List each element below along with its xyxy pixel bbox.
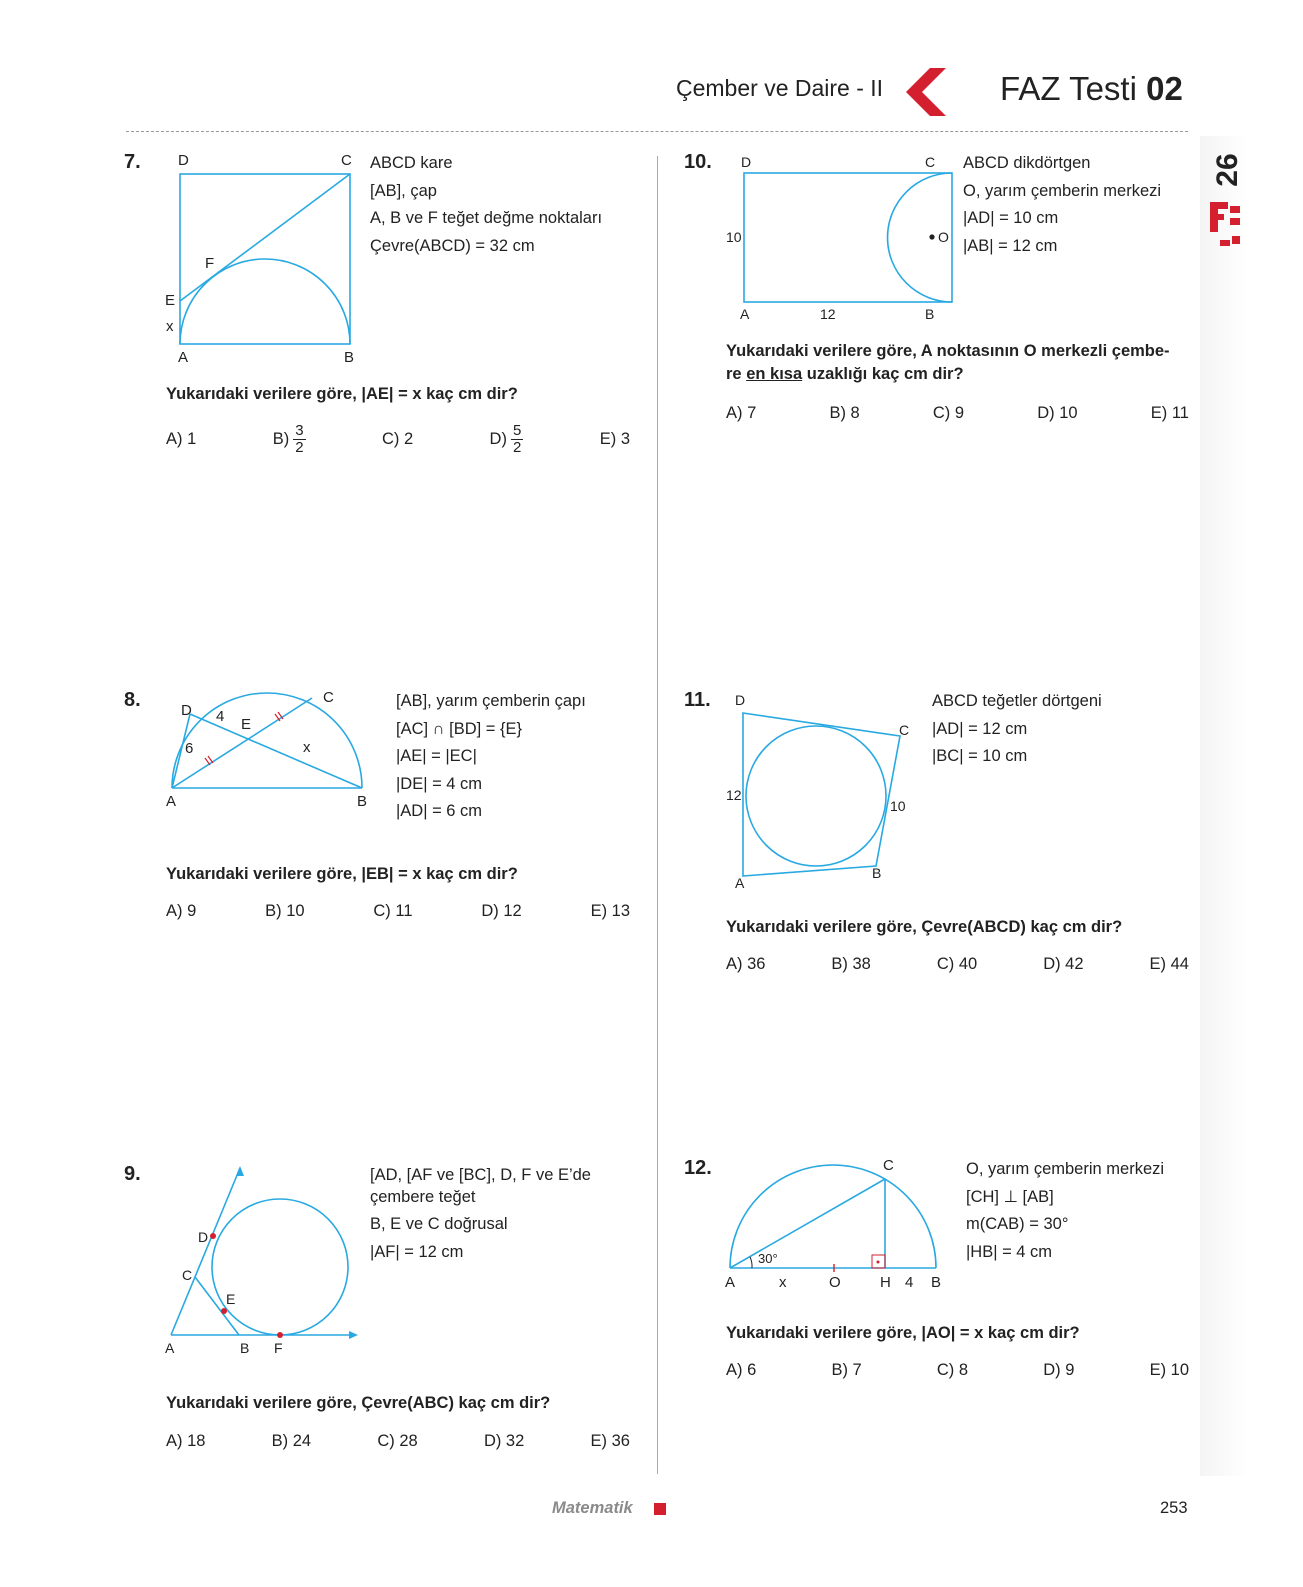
q10-label-twelve: 12 <box>820 306 836 322</box>
q10-figure <box>720 150 960 325</box>
q7-info <box>370 150 602 260</box>
chapter-title: Çember ve Daire - II <box>676 75 884 101</box>
q10-label-ten: 10 <box>726 229 742 245</box>
q12-info <box>966 1156 1164 1266</box>
q7-option-b-numerator: 3 <box>295 422 304 439</box>
q8-label-d: D <box>181 702 192 719</box>
q8-info-2: [AC] ∩ [BD] = {E} <box>396 719 523 738</box>
q7-label-a: A <box>178 349 189 366</box>
test-number: 02 <box>1146 70 1183 107</box>
q12-option-a[interactable]: A) 6 <box>726 1361 757 1379</box>
q9-number: 9. <box>124 1163 141 1185</box>
q9-option-e[interactable]: E) 36 <box>590 1432 630 1450</box>
q7-option-b-denominator: 2 <box>295 439 304 456</box>
q11-info <box>932 688 1102 771</box>
q8-option-d[interactable]: D) 12 <box>481 902 522 920</box>
q8-options <box>166 902 630 921</box>
q12-label-b: B <box>931 1274 942 1290</box>
side-page-number: 26 <box>1211 153 1244 187</box>
footer-subject: Matematik <box>552 1499 633 1517</box>
q7-label-c: C <box>341 152 352 169</box>
q9-info-4: |AF| = 12 cm <box>370 1242 464 1261</box>
q11-option-b[interactable]: B) 38 <box>831 955 871 973</box>
test-label: FAZ Testi <box>1000 70 1137 107</box>
header-divider <box>126 131 1188 132</box>
q8-label-a: A <box>166 793 177 810</box>
q12-label-angle: 30° <box>758 1251 778 1266</box>
q8-info-1: [AB], yarım çemberin çapı <box>396 692 586 710</box>
side-strip <box>1200 136 1248 1476</box>
q8-option-a[interactable]: A) 9 <box>166 902 197 920</box>
q10-option-d[interactable]: D) 10 <box>1037 404 1078 422</box>
q8-label-c: C <box>323 689 334 706</box>
q7-info-4: Çevre(ABCD) = 32 cm <box>370 236 535 255</box>
q11-figure <box>720 688 920 893</box>
q9-label-a: A <box>165 1340 175 1356</box>
q12-label-four: 4 <box>905 1274 914 1290</box>
q10-label-o: O <box>938 229 949 245</box>
q10-label-b: B <box>925 306 935 322</box>
q7-label-f: F <box>205 255 215 272</box>
q12-question: Yukarıdaki verilere göre, |AO| = x kaç cm dir? <box>726 1324 1080 1342</box>
q7-option-e[interactable]: E) 3 <box>599 430 630 448</box>
q8-number: 8. <box>124 689 141 711</box>
q10-question-line1: Yukarıdaki verilere göre, A noktasının O merkezli çembe- <box>726 342 1170 360</box>
q8-label-x: x <box>303 739 311 756</box>
q8-info-3: |AE| = |EC| <box>396 747 477 765</box>
q10-question-line2 <box>726 363 1170 386</box>
q10-info-4: |AB| = 12 cm <box>963 236 1058 255</box>
q9-label-b: B <box>240 1340 250 1356</box>
q11-number: 11. <box>684 689 711 711</box>
q12-label-c: C <box>883 1157 894 1174</box>
test-title <box>1000 70 1183 108</box>
q12-info-3: m(CAB) = 30° <box>966 1215 1069 1233</box>
q10-option-c[interactable]: C) 9 <box>932 404 965 422</box>
q10-question-underline: en kısa <box>746 365 803 383</box>
q8-label-four: 4 <box>216 708 225 725</box>
q9-label-e: E <box>226 1291 236 1307</box>
q10-options <box>726 404 1189 423</box>
q12-label-x: x <box>779 1274 787 1290</box>
q7-label-d: D <box>178 152 189 169</box>
q8-info-4: |DE| = 4 cm <box>396 774 483 793</box>
q8-label-e: E <box>241 716 252 733</box>
q10-info <box>963 150 1161 260</box>
q12-options <box>726 1361 1189 1380</box>
q11-option-d[interactable]: D) 42 <box>1043 955 1084 973</box>
q9-info-1: [AD, [AF ve [BC], D, F ve E’de <box>370 1166 591 1184</box>
q9-option-c[interactable]: C) 28 <box>377 1432 418 1450</box>
q8-label-b: B <box>357 793 368 810</box>
faz-logo-icon <box>1210 202 1242 250</box>
q10-option-b[interactable]: B) 8 <box>829 404 860 422</box>
q12-option-c[interactable]: C) 8 <box>936 1361 969 1379</box>
q11-label-twelve: 12 <box>726 787 742 803</box>
q8-option-b[interactable]: B) 10 <box>265 902 305 920</box>
q9-label-f: F <box>274 1340 283 1356</box>
q9-info-3: B, E ve C doğrusal <box>370 1215 508 1233</box>
q10-label-a: A <box>740 306 750 322</box>
chevron-left-icon <box>906 68 952 116</box>
q9-option-a[interactable]: A) 18 <box>166 1432 206 1450</box>
column-divider <box>657 156 658 1474</box>
q12-label-a: A <box>725 1274 736 1290</box>
q10-question-line2-pre: re <box>726 365 747 383</box>
q7-option-b-fraction <box>293 423 305 456</box>
q7-figure <box>160 148 360 368</box>
footer-square-icon <box>654 1503 666 1515</box>
q10-info-3: |AD| = 10 cm <box>963 209 1059 227</box>
q9-label-c: C <box>182 1267 193 1283</box>
q12-info-4: |HB| = 4 cm <box>966 1242 1053 1261</box>
q8-info <box>396 688 586 826</box>
q11-label-c: C <box>899 722 910 738</box>
q11-info-2: |AD| = 12 cm <box>932 719 1028 738</box>
q7-info-1: ABCD kare <box>370 154 453 172</box>
q8-figure <box>160 685 380 810</box>
q12-option-d[interactable]: D) 9 <box>1043 1361 1075 1379</box>
q9-label-d: D <box>198 1229 209 1245</box>
q9-option-d[interactable]: D) 32 <box>483 1432 525 1450</box>
q9-info <box>370 1162 630 1266</box>
q12-figure <box>720 1155 960 1290</box>
q7-options <box>166 423 630 456</box>
q7-option-d-fraction <box>511 423 523 456</box>
q12-option-b[interactable]: B) 7 <box>831 1361 862 1379</box>
q7-info-3: A, B ve F teğet değme noktaları <box>370 209 603 227</box>
q11-options <box>726 955 1189 974</box>
q11-label-ten: 10 <box>890 798 906 814</box>
q7-option-b-prefix: B) <box>272 430 290 448</box>
q9-question: Yukarıdaki verilere göre, Çevre(ABC) kaç cm dir? <box>166 1394 551 1412</box>
q9-figure <box>160 1162 370 1362</box>
q9-info-2: çembere teğet <box>370 1187 476 1206</box>
q7-option-d-denominator: 2 <box>512 439 522 456</box>
q12-info-2: [CH] ⊥ [AB] <box>966 1187 1054 1206</box>
q11-label-a: A <box>735 875 745 891</box>
q7-option-d-prefix: D) <box>489 430 507 448</box>
q7-option-d-numerator: 5 <box>512 422 522 439</box>
q12-number: 12. <box>684 1157 712 1179</box>
q8-label-six: 6 <box>185 740 194 757</box>
q8-info-5: |AD| = 6 cm <box>396 802 483 820</box>
q7-option-b[interactable] <box>273 423 306 456</box>
q8-question: Yukarıdaki verilere göre, |EB| = x kaç cm dir? <box>166 865 518 883</box>
q11-label-b: B <box>872 865 882 881</box>
q7-number: 7. <box>124 151 141 173</box>
q7-option-d[interactable] <box>490 423 524 456</box>
q12-label-o: O <box>829 1274 841 1290</box>
q10-question <box>726 340 1170 386</box>
q9-options <box>166 1432 630 1451</box>
q10-number: 10. <box>684 151 712 173</box>
q12-label-h: H <box>880 1274 891 1290</box>
q10-label-d: D <box>741 154 752 170</box>
q11-option-a[interactable]: A) 36 <box>726 955 766 973</box>
page-number: 253 <box>1160 1499 1188 1517</box>
q11-info-3: |BC| = 10 cm <box>932 747 1028 765</box>
q7-label-b: B <box>344 349 355 366</box>
q9-option-b[interactable]: B) 24 <box>271 1432 312 1450</box>
q11-question: Yukarıdaki verilere göre, Çevre(ABCD) kaç cm dir? <box>726 918 1123 936</box>
q7-label-x: x <box>166 318 174 335</box>
q12-info-1: O, yarım çemberin merkezi <box>966 1160 1165 1178</box>
q11-option-e[interactable]: E) 44 <box>1149 955 1189 973</box>
q7-info-2: [AB], çap <box>370 181 437 200</box>
q11-info-1: ABCD teğetler dörtgeni <box>932 692 1102 710</box>
q8-option-e[interactable]: E) 13 <box>590 902 630 920</box>
q8-option-c[interactable]: C) 11 <box>373 902 413 920</box>
q7-option-a[interactable]: A) 1 <box>166 430 197 448</box>
q10-label-c: C <box>925 154 936 170</box>
q10-info-1: ABCD dikdörtgen <box>963 154 1091 172</box>
q7-label-e: E <box>165 292 176 309</box>
q7-option-c[interactable]: C) 2 <box>381 430 414 448</box>
q12-option-e[interactable]: E) 10 <box>1149 1361 1189 1379</box>
q10-info-2: O, yarım çemberin merkezi <box>963 181 1162 200</box>
q11-label-d: D <box>735 692 746 708</box>
q10-question-line2-post: uzaklığı kaç cm dir? <box>802 365 964 383</box>
q10-option-e[interactable]: E) 11 <box>1150 404 1189 422</box>
q7-question: Yukarıdaki verilere göre, |AE| = x kaç cm dir? <box>166 385 518 403</box>
q10-option-a[interactable]: A) 7 <box>726 404 757 422</box>
q11-option-c[interactable]: C) 40 <box>936 955 978 973</box>
